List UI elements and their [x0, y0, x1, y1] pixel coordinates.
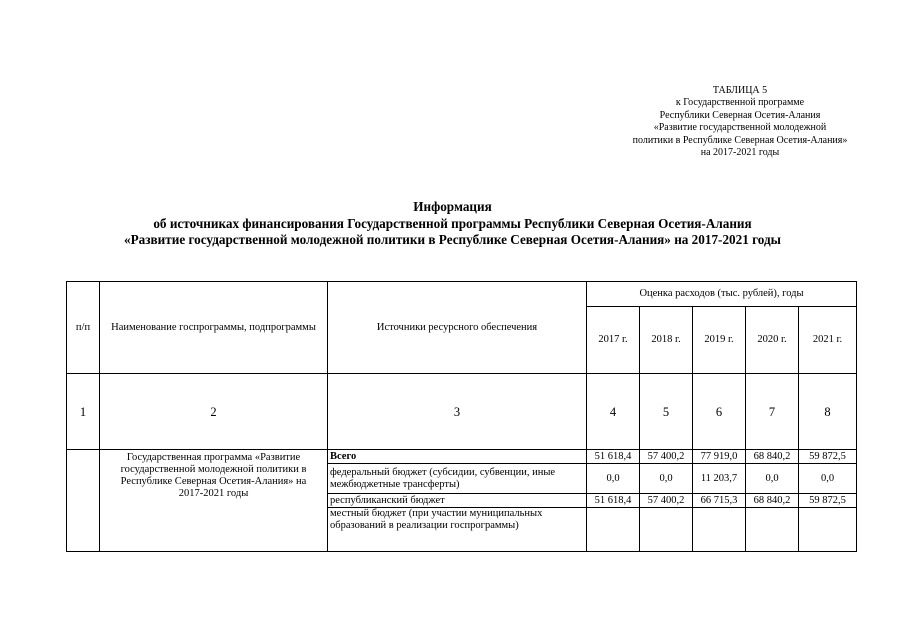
title-line: «Развитие государственной молодежной политики в Республике Северная Осетия-Алания» на 2017-2021 годы [124, 232, 781, 247]
value-cell: 59 872,5 [799, 494, 857, 508]
header-pp: п/п [67, 282, 100, 374]
header-line: Республики Северная Осетия-Алания [659, 109, 821, 121]
value-cell: 51 618,4 [587, 494, 640, 508]
value-cell: 0,0 [746, 464, 799, 494]
header-line: на 2017-2021 годы [700, 147, 780, 159]
column-number: 3 [328, 374, 587, 450]
value-cell [746, 508, 799, 552]
value-cell [587, 508, 640, 552]
table-caption-header [590, 85, 890, 159]
header-line: к Государственной программе [675, 97, 805, 109]
header-line: ТАБЛИЦА 5 [712, 85, 768, 96]
title-line: об источниках финансирования Государственной программы Республики Северная Осетия-Алания [153, 215, 752, 231]
value-cell: 77 919,0 [693, 450, 746, 464]
title-line: Информация [413, 199, 492, 214]
value-cell: 57 400,2 [640, 450, 693, 464]
column-number: 1 [67, 374, 100, 450]
header-resource-source: Источники ресурсного обеспечения [328, 282, 587, 374]
column-number: 7 [746, 374, 799, 450]
header-year-2019: 2019 г. [693, 307, 746, 374]
value-cell: 0,0 [587, 464, 640, 494]
value-cell: 51 618,4 [587, 450, 640, 464]
column-number: 2 [100, 374, 328, 450]
value-cell [640, 508, 693, 552]
header-year-2021: 2021 г. [799, 307, 857, 374]
column-number: 8 [799, 374, 857, 450]
value-cell [693, 508, 746, 552]
header-year-2017: 2017 г. [587, 307, 640, 374]
value-cell: 11 203,7 [693, 464, 746, 494]
column-number: 6 [693, 374, 746, 450]
column-number: 4 [587, 374, 640, 450]
header-year-2018: 2018 г. [640, 307, 693, 374]
program-name-cell: Государственная программа «Развитие государственной молодежной политики в Республике Северная Осетия-Алания» на 2017-2021 годы [100, 450, 328, 552]
value-cell: 59 872,5 [799, 450, 857, 464]
value-cell [799, 508, 857, 552]
value-cell: 68 840,2 [746, 450, 799, 464]
source-local-budget: местный бюджет (при участии муниципальных образований в реализации госпрограммы) [328, 508, 587, 552]
column-number: 5 [640, 374, 693, 450]
header-year-2020: 2020 г. [746, 307, 799, 374]
value-cell: 0,0 [799, 464, 857, 494]
header-expense-estimate: Оценка расходов (тыс. рублей), годы [587, 282, 857, 307]
header-line: политики в Республике Северная Осетия-Алания» [632, 134, 848, 146]
value-cell: 57 400,2 [640, 494, 693, 508]
header-line: «Развитие государственной молодежной [653, 122, 827, 134]
source-total: Всего [328, 450, 587, 464]
row-number-cell [67, 450, 100, 552]
value-cell: 66 715,3 [693, 494, 746, 508]
source-federal-budget: федеральный бюджет (субсидии, субвенции, иные межбюджетные трансферты) [328, 464, 587, 494]
value-cell: 68 840,2 [746, 494, 799, 508]
financing-table [66, 281, 857, 552]
value-cell: 0,0 [640, 464, 693, 494]
source-republic-budget: республиканский бюджет [328, 494, 587, 508]
document-title [0, 199, 905, 249]
header-program-name: Наименование госпрограммы, подпрограммы [100, 282, 328, 374]
